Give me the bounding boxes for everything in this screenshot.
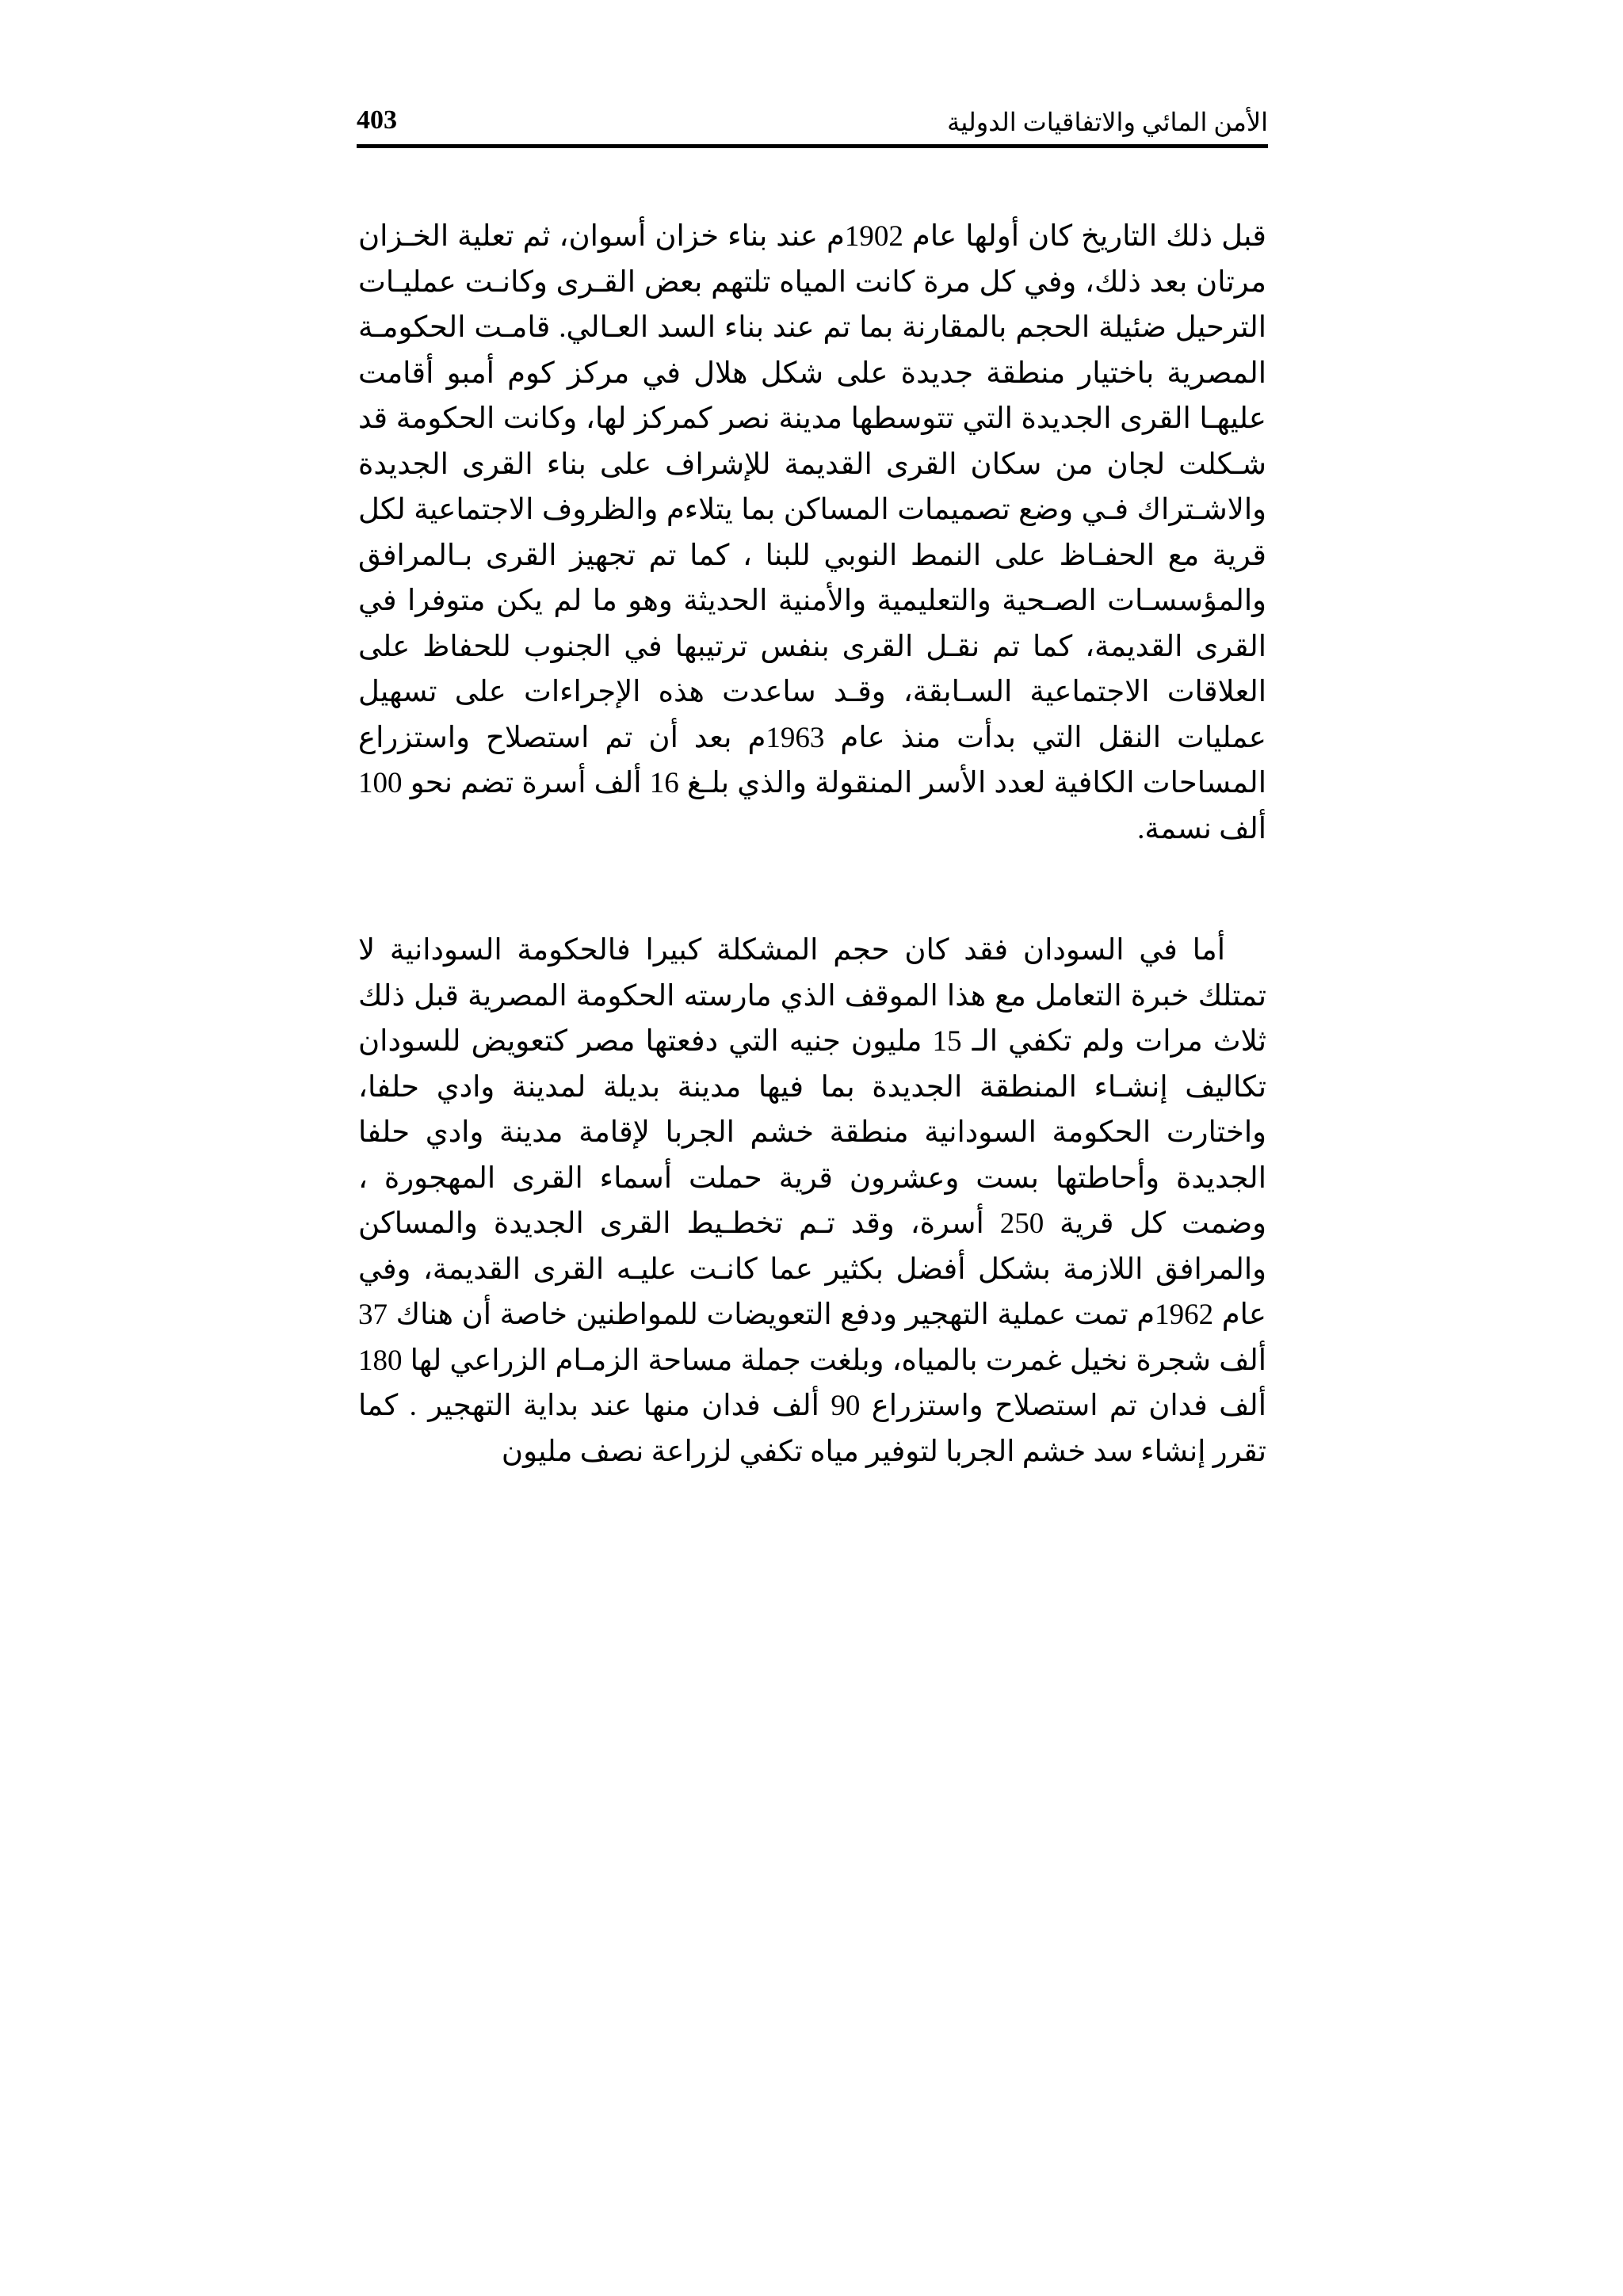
- header-title: الأمن المائي والاتفاقيات الدولية: [947, 108, 1268, 136]
- paragraph: أما في السودان فقد كان حجم المشكلة كبيرا فالحكومة السودانية لا تمتلك خبرة التعامل مع هذا الموقف الذي مارسته الحكومة المصرية قبل ذلك ثلاث مرات ولم تكفي الـ 15 مليون جنيه التي دفعتها مصر كتعويض للسودان تكاليف إنشـاء المنطقة الجديدة بما فيها مدينة بديلة لمدينة وادي حلفا، واختارت الحكومة السودانية منطقة خشم الجربا لإقامة مدينة وادي حلفا الجديدة وأحاطتها بست وعشرون قرية حملت أسماء القرى المهجورة ، وضمت كل قرية 250 أسرة، وقد تـم تخطـيط القرى الجديدة والمساكن والمرافق اللازمة بشكل أفضل بكثير عما كانـت عليـه القرى القديمة، وفي عام 1962م تمت عملية التهجير ودفع التعويضات للمواطنين خاصة أن هناك 37 ألف شجرة نخيل غمرت بالمياه، وبلغت جملة مساحة الزمـام الزراعي لها 180 ألف فدان تم استصلاح واستزراع 90 ألف فدان منها عند بداية التهجير . كما تقرر إنشاء سد خشم الجربا لتوفير مياه تكفي لزراعة نصف مليون: [358, 934, 1267, 1468]
- running-header: [357, 101, 1268, 141]
- header-divider: [357, 144, 1268, 148]
- page-number: 403: [357, 105, 397, 135]
- body-text: [358, 214, 1266, 1474]
- paragraph: قبل ذلك التاريخ كان أولها عام 1902م عند بناء خزان أسوان، ثم تعلية الخـزان مرتان بعد ذلك، وفي كل مرة كانت المياه تلتهم بعض القـرى وكانـت عمليـات الترحيل ضئيلة الحجم بالمقارنة بما تم عند بناء السد العـالي. قامـت الحكومـة المصرية باختيار منطقة جديدة على شكل هلال في مركز كوم أمبو أقامت عليهـا القرى الجديدة التي تتوسطها مدينة نصر كمركز لها، وكانت الحكومة قد شـكلت لجان من سكان القرى القديمة للإشراف على بناء القرى الجديدة والاشـتراك فـي وضع تصميمات المساكن بما يتلاءم والظروف الاجتماعية لكل قرية مع الحفـاظ على النمط النوبي للبنا ، كما تم تجهيز القرى بـالمرافق والمؤسسـات الصـحية والتعليمية والأمنية الحديثة وهو ما لم يكن متوفرا في القرى القديمة، كما تم نقـل القرى بنفس ترتيبها في الجنوب للحفاظ على العلاقات الاجتماعية السـابقة، وقـد ساعدت هذه الإجراءات على تسهيل عمليات النقل التي بدأت منذ عام 1963م بعد أن تم استصلاح واستزراع المساحات الكافية لعدد الأسر المنقولة والذي بلـغ 16 ألف أسرة تضم نحو 100 ألف نسمة.: [358, 220, 1266, 845]
